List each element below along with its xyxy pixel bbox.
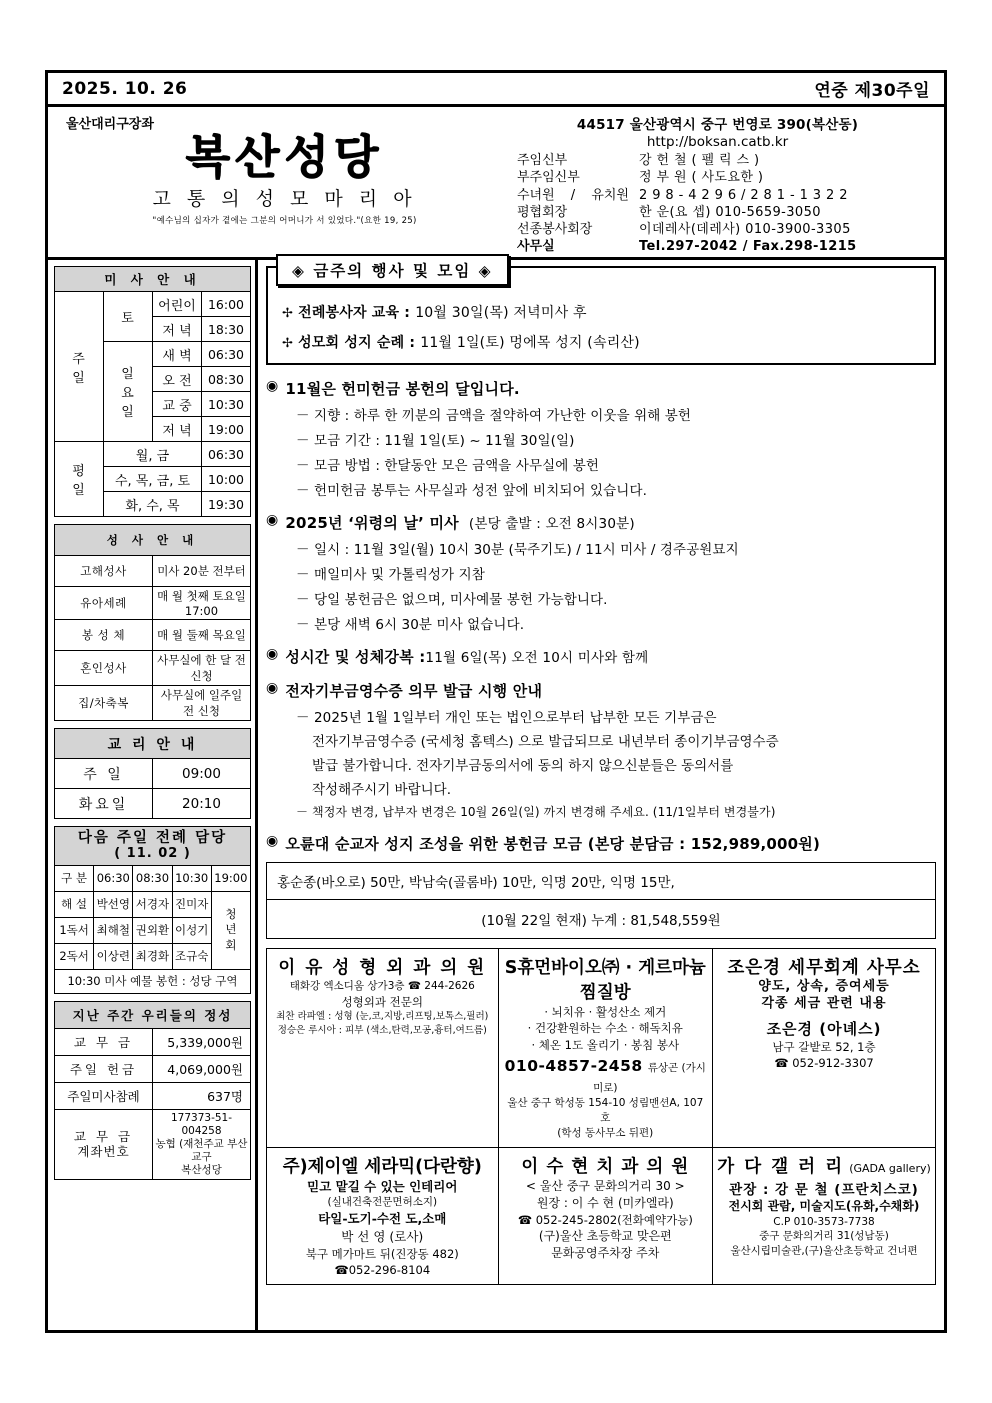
- sacrament-info: 매 월 둘째 목요일: [153, 620, 251, 651]
- bulletin-date: 2025. 10. 26: [62, 78, 188, 99]
- roster-name: 최해철: [94, 917, 133, 943]
- roster-title-cell: [55, 827, 251, 866]
- ad-line: · 뇌치유 · 활성산소 제거: [544, 1005, 667, 1019]
- masthead-left: [48, 107, 503, 257]
- donor-list: 홍순종(바오로) 50만, 박남숙(골롬바) 10만, 익명 20만, 익명 15만,: [267, 863, 935, 900]
- mass-day-sunday: 일 요 일: [104, 342, 153, 442]
- ad-iyu-plastic-surgery[interactable]: [267, 949, 498, 1147]
- offering-value: 637명: [153, 1082, 251, 1109]
- mass-kind: 오 전: [153, 367, 202, 392]
- ad-address: 중구 문화의거리 31(성남동): [759, 1230, 889, 1243]
- donation-total: (10월 22일 현재) 누계 : 81,548,559원: [481, 913, 721, 929]
- roster-role: 2독서: [55, 943, 94, 969]
- circle-bullet-icon: ◉: [266, 512, 279, 528]
- mass-schedule-title: 미 사 안 내: [55, 267, 251, 292]
- donation-campaign: [266, 833, 936, 939]
- ad-line: 최찬 라파엘 : 성형 (눈,코,지방,리프팅,보톡스,필러): [276, 1011, 489, 1023]
- mass-time: 06:30: [202, 342, 251, 367]
- offering-label: 주일 헌금: [55, 1055, 153, 1082]
- announcement-line: － 본당 새벽 6시 30분 미사 없습니다.: [296, 617, 525, 633]
- roster-col-head: 10:30: [172, 865, 211, 891]
- weekday-days: 월, 금: [104, 442, 202, 467]
- announcement-line: － 2025년 1월 1일부터 개인 또는 법인으로부터 납부한 모든 기부금은: [296, 710, 717, 726]
- announcement-line: － 모금 기간 : 11월 1일(토) ~ 11월 30일(일): [296, 433, 575, 449]
- ad-subtitle-1: 양도, 상속, 증여세등: [758, 979, 890, 994]
- mass-kind: 새 벽: [153, 342, 202, 367]
- announcement-title: 2025년 ‘위령의 날’ 미사: [285, 514, 459, 532]
- ad-line: 성형외과 전문의: [341, 994, 423, 1009]
- ad-title: 이 유 성 형 외 과 의 원: [278, 958, 487, 978]
- ad-title-en: (GADA gallery): [849, 1161, 931, 1175]
- weekly-events-box: [266, 262, 936, 365]
- circle-bullet-icon: ◉: [266, 680, 279, 696]
- announcement-heading: [266, 646, 936, 667]
- announcement-title: 11월은 헌미헌금 봉헌의 달입니다.: [285, 380, 520, 398]
- staff-row-office: [503, 238, 932, 255]
- circle-bullet-icon: ◉: [266, 646, 279, 662]
- sacrament-info: 사무실에 한 달 전 신청: [153, 651, 251, 686]
- announcement-heading: [266, 512, 936, 533]
- roster-col-head: 19:00: [211, 865, 250, 891]
- sacraments-title: 성 사 안 내: [55, 525, 251, 556]
- announcement-line: － 헌미헌금 봉투는 사무실과 성전 앞에 비치되어 있습니다.: [296, 483, 647, 499]
- staff-role: 부주임신부: [517, 170, 580, 186]
- ad-line: 원장 : 이 수 현 (미카엘라): [536, 1195, 674, 1210]
- ad-line: 믿고 맡길 수 있는 인테리어: [307, 1178, 458, 1194]
- right-column: [258, 260, 944, 1330]
- mass-day-saturday: 토: [104, 292, 153, 342]
- account-info: 177373-51-004258 농협 (재천주교 부산교구 복산성당: [153, 1109, 251, 1180]
- announcement: [266, 646, 936, 667]
- bulletin-page: [45, 70, 947, 1333]
- doctrine-day: 화요일: [55, 789, 153, 819]
- roster-evening-group: 청 년 회: [211, 891, 250, 969]
- ad-line: 태화강 엑소디움 상가3층 ☎ 244-2626: [289, 980, 475, 992]
- ad-line: (실내건축전문면허소지): [327, 1196, 438, 1209]
- mass-kind: 교 중: [153, 392, 202, 417]
- ad-line: ☎052-296-8104: [334, 1263, 431, 1277]
- sacrament-info: 미사 20분 전부터: [153, 556, 251, 587]
- announcement: [266, 680, 936, 820]
- event-detail: 10월 30일(목) 저녁미사 후: [415, 305, 587, 321]
- event-title: 전례봉사자 교육 :: [298, 305, 416, 321]
- ad-line: < 울산 중구 문화의거리 30 >: [525, 1178, 685, 1193]
- roster-name: 이상련: [94, 943, 133, 969]
- advertisements: [266, 948, 936, 1285]
- sacrament-info: 사무실에 일주일 전 신청: [153, 686, 251, 721]
- announcement-title: 전자기부금영수증 의무 발급 시행 안내: [285, 682, 543, 700]
- staff-value: 정 부 원 ( 사도요한 ): [639, 170, 764, 186]
- announcement-line: － 모금 방법 : 한달동안 모은 금액을 사무실에 봉헌: [296, 458, 600, 474]
- left-column: [48, 260, 258, 1330]
- weekday-days: 수, 목, 금, 토: [104, 467, 202, 492]
- doctrine-time: 09:00: [153, 759, 251, 789]
- ad-title: 조은경 세무회계 사무소: [727, 958, 921, 978]
- church-name: 복산성당: [185, 130, 384, 184]
- ad-line: 박 선 영 (로사): [341, 1228, 424, 1244]
- masthead-right: [503, 107, 944, 257]
- sacrament-name: 봉 성 체: [55, 620, 153, 651]
- doctrine-day: 주 일: [55, 759, 153, 789]
- staff-role: 수녀원 / 유치원: [517, 187, 629, 203]
- diamond-bullet-icon: ✢: [282, 306, 294, 321]
- deanery-label: 울산대리구장좌: [66, 117, 154, 132]
- patron-name: 고 통 의 성 모 마 리 아: [152, 188, 417, 210]
- ad-subtitle-2: 각종 세금 관련 내용: [761, 995, 887, 1011]
- ad-title: 가 다 갤 러 리: [717, 1156, 845, 1177]
- ad-address: 울산 중구 학성동 154-10 성림맨션A, 107호: [507, 1096, 704, 1124]
- mass-kind: 어린이: [153, 292, 202, 317]
- mass-time: 16:00: [202, 292, 251, 317]
- ad-line: · 체온 1도 올리기 · 봉침 봉사: [531, 1037, 680, 1052]
- roster-col-head: 06:30: [94, 865, 133, 891]
- mass-time: 18:30: [202, 317, 251, 342]
- staff-value: 2 9 8 - 4 2 9 6 / 2 8 1 - 1 3 2 2: [639, 187, 848, 203]
- staff-row: [503, 221, 932, 238]
- sacrament-name: 유아세례: [55, 587, 153, 620]
- weekday-time: 06:30: [202, 442, 251, 467]
- sacraments-table: [54, 524, 251, 721]
- ad-address-2: 울산시립미술관,(구)울산초등학교 건너편: [730, 1245, 918, 1258]
- church-address: 44517 울산광역시 중구 번영로 390(복산동): [576, 117, 859, 133]
- ad-service: 전시회 관람, 미술지도(유화,수채화): [728, 1198, 920, 1213]
- mass-kind: 저 녁: [153, 417, 202, 442]
- offerings-title: 지난 주간 우리들의 정성: [55, 1001, 251, 1028]
- ad-line: (구)울산 초등학교 맞은편: [538, 1228, 672, 1243]
- scripture-verse: "예수님의 십자가 곁에는 그분의 어머니가 서 있었다."(요한 19, 25): [152, 216, 417, 226]
- ad-address-2: (학성 동사무소 뒤편): [557, 1126, 654, 1139]
- weekday-time: 19:30: [202, 492, 251, 517]
- mass-schedule-table: [54, 266, 251, 517]
- ad-title: S휴먼바이오㈜ · 게르마늄 찜질방: [504, 958, 706, 1003]
- announcement-line: － 지향 : 하루 한 끼분의 금액을 절약하여 가난한 이웃을 위해 봉헌: [296, 408, 692, 424]
- staff-row: [503, 169, 932, 186]
- announcement-cont-line: 발급 불가합니다. 전자기부금동의서에 동의 하지 않으신분들은 동의서를: [312, 758, 734, 774]
- announcement-cont-line: 작성해주시기 바랍니다.: [312, 782, 451, 798]
- roster-role: 해 설: [55, 891, 94, 917]
- announcement-tail: (본당 출발 : 오전 8시30분): [468, 516, 635, 532]
- offering-value: 4,069,000원: [153, 1055, 251, 1082]
- event-item: [282, 332, 922, 352]
- donation-heading: [266, 833, 936, 854]
- roster-name: 서경자: [133, 891, 172, 917]
- offering-label: 교 무 금: [55, 1028, 153, 1055]
- roster-name: 최경화: [133, 943, 172, 969]
- ad-line: 타일-도기-수전 도,소매: [318, 1211, 447, 1227]
- offering-label: 주일미사참례: [55, 1082, 153, 1109]
- ads-row: [267, 1147, 935, 1285]
- staff-row: [503, 187, 932, 204]
- roster-name: 이성기: [172, 917, 211, 943]
- bulletin-body: [48, 260, 944, 1330]
- announcement-line: － 당일 봉헌금은 없으며, 미사예물 봉헌 가능합니다.: [296, 592, 608, 608]
- announcement-heading: [266, 378, 936, 399]
- ad-phone-name: 류상곤 (가시미로): [593, 1061, 706, 1094]
- liturgy-roster-table: [54, 826, 251, 994]
- roster-name: 조규숙: [172, 943, 211, 969]
- announcement-cont-line: 전자기부금영수증 (국세청 홈텍스) 으로 발급되므로 내년부터 종이기부금영수증: [312, 734, 779, 750]
- ad-lee-soohyun-dental[interactable]: [498, 1147, 712, 1285]
- announcement: [266, 378, 936, 499]
- mass-time: 10:30: [202, 392, 251, 417]
- church-logo: [66, 130, 503, 226]
- doctrine-time: 20:10: [153, 789, 251, 819]
- announcement-heading: [266, 680, 936, 701]
- roster-col-head: 08:30: [133, 865, 172, 891]
- circle-bullet-icon: ◉: [266, 378, 279, 394]
- donation-title: 오륜대 순교자 성지 조성을 위한 봉헌금 모금 (본당 분담금 : 152,989,000원): [285, 835, 821, 853]
- doctrine-table: [54, 728, 251, 819]
- account-number: 177373-51-004258: [170, 1111, 233, 1137]
- ad-phone: 010-4857-2458: [504, 1056, 643, 1075]
- ad-line: 문화공영주차장 주차: [551, 1245, 660, 1260]
- masthead: [48, 107, 944, 260]
- liturgical-week: 연중 제30주일: [814, 81, 930, 101]
- mass-time: 19:00: [202, 417, 251, 442]
- announcement-tail: 11월 6일(목) 오전 10시 미사와 함께: [425, 650, 649, 666]
- staff-value: Tel.297-2042 / Fax.298-1215: [639, 239, 857, 255]
- account-label: 교 무 금 계좌번호: [55, 1109, 153, 1180]
- mass-time: 08:30: [202, 367, 251, 392]
- roster-name: 권외환: [133, 917, 172, 943]
- ad-s-humanbio[interactable]: [498, 949, 712, 1147]
- ad-line: 정승은 루시아 : 피부 (색소,탄력,모공,흉터,여드름): [277, 1024, 487, 1036]
- ad-address: 남구 갈밭로 52, 1층: [772, 1039, 876, 1054]
- sacrament-name: 집/차축복: [55, 686, 153, 721]
- staff-role: 평협회장: [517, 204, 568, 220]
- sacrament-name: 혼인성사: [55, 651, 153, 686]
- ad-title-row: [717, 1153, 931, 1178]
- event-title: 성모회 성지 순례 :: [298, 335, 421, 351]
- staff-list: [503, 152, 932, 256]
- mass-group-weekday: 평 일: [55, 442, 104, 517]
- roster-name: 진미자: [172, 891, 211, 917]
- announcement-last-line: － 책정자 변경, 납부자 변경은 10월 26일(일) 까지 변경해 주세요. (11/1일부터 변경불가): [296, 805, 776, 819]
- ad-cp-phone: C.P 010-3573-7738: [773, 1215, 875, 1228]
- ad-gada-gallery[interactable]: [712, 1147, 935, 1285]
- ad-line: 북구 메가마트 뒤(진장동 482): [305, 1246, 459, 1261]
- event-detail: 11월 1일(토) 멍에목 성지 (속리산): [420, 335, 640, 351]
- doctrine-title: 교 리 안 내: [55, 729, 251, 759]
- circle-bullet-icon: ◉: [266, 833, 279, 849]
- roster-name: 박선영: [94, 891, 133, 917]
- announcement: [266, 512, 936, 633]
- weekly-events-badge: ◈ 금주의 행사 및 모임 ◈: [276, 254, 509, 286]
- roster-subtitle: ( 11. 02 ): [114, 845, 191, 861]
- ad-person-name: 조은경 (아녜스): [766, 1019, 882, 1038]
- ad-phone: ☎ 052-912-3307: [774, 1056, 874, 1071]
- event-item: [282, 302, 922, 322]
- ad-phone-row: [503, 1056, 708, 1096]
- ads-row: [267, 949, 935, 1147]
- roster-role: 1독서: [55, 917, 94, 943]
- weekday-time: 10:00: [202, 467, 251, 492]
- staff-row: [503, 152, 932, 169]
- sacrament-info: 매 월 첫째 토요일 17:00: [153, 587, 251, 620]
- ad-line: · 건강환원하는 수소 · 해독치유: [527, 1021, 683, 1036]
- roster-note: 10:30 미사 예물 봉헌 : 성당 구역: [55, 969, 251, 993]
- diamond-bullet-icon: ✢: [282, 336, 294, 351]
- ad-title: 주)제이엘 세라믹(다란향): [282, 1156, 482, 1177]
- weekday-days: 화, 수, 목: [104, 492, 202, 517]
- offering-value: 5,339,000원: [153, 1028, 251, 1055]
- ad-cho-eunkyung-tax[interactable]: [712, 949, 935, 1147]
- date-header-row: [48, 73, 944, 107]
- ad-director: 관장 : 강 문 철 (프란치스코): [729, 1181, 919, 1198]
- staff-role: 주임신부: [517, 153, 568, 168]
- ad-title: 이 수 현 치 과 의 원: [521, 1156, 690, 1177]
- ad-jl-ceramic[interactable]: [267, 1147, 498, 1285]
- table-row: [55, 891, 251, 917]
- staff-row: [503, 204, 932, 221]
- roster-col-head: 구 분: [55, 865, 94, 891]
- staff-value: 이데레사(데레사) 010-3900-3305: [639, 222, 851, 238]
- announcement-line: － 매일미사 및 가톨릭성가 지참: [296, 567, 485, 583]
- donation-box: [266, 862, 936, 939]
- staff-role: 선종봉사회장: [517, 222, 593, 238]
- staff-role: 사무실: [517, 239, 555, 255]
- church-url[interactable]: http://boksan.catb.kr: [646, 134, 789, 150]
- offerings-table: [54, 1001, 251, 1181]
- ad-line: ☎ 052-245-2802(전화예약가능): [517, 1212, 693, 1227]
- staff-value: 한 운(요 셉) 010-5659-3050: [639, 204, 821, 220]
- announcement-line: － 일시 : 11월 3일(월) 10시 30분 (묵주기도) / 11시 미사 / 경주공원묘지: [296, 542, 739, 558]
- staff-value: 강 헌 철 ( 펠 릭 스 ): [639, 153, 760, 168]
- sacrament-name: 고해성사: [55, 556, 153, 587]
- mass-group-sunday: 주 일: [55, 292, 104, 442]
- roster-title: 다음 주일 전례 담당: [77, 830, 228, 846]
- announcement-title: 성시간 및 성체강복 :: [285, 648, 426, 666]
- mass-kind: 저 녁: [153, 317, 202, 342]
